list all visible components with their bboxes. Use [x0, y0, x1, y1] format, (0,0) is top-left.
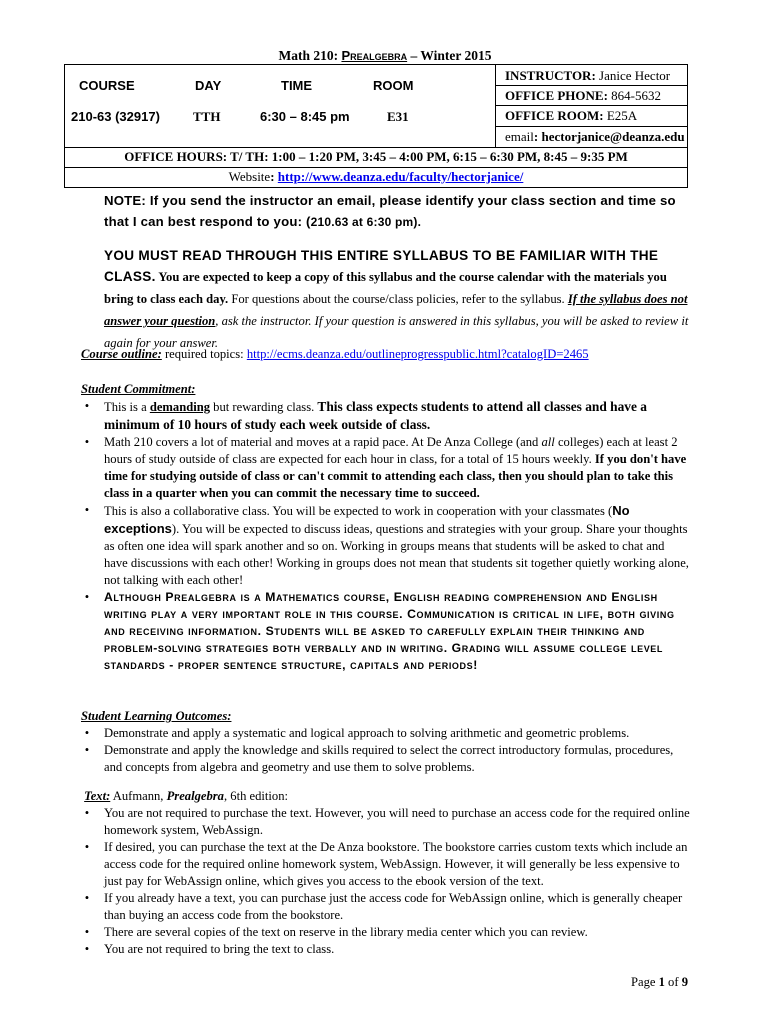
- bullet: •: [84, 840, 90, 854]
- outcome-1: Demonstrate and apply a systematic and logical approach to solving arithmetic and geometric problems.: [104, 726, 630, 740]
- list-item: [81, 805, 691, 839]
- must-read-heading: YOU MUST READ THROUGH THIS ENTIRE SYLLABUS TO BE FAMILIAR WITH THE CLASS.: [104, 248, 659, 284]
- website-line: [65, 169, 687, 185]
- text-author: Aufmann,: [110, 789, 167, 803]
- email-value[interactable]: : hectorjanice@deanza.edu: [533, 129, 685, 144]
- bullet: •: [84, 743, 90, 757]
- learning-outcomes-heading: Student Learning Outcomes:: [81, 709, 232, 723]
- bullet: •: [84, 726, 90, 740]
- day-value: TTH: [193, 109, 221, 124]
- list-item: [81, 924, 691, 941]
- email-label: email: [505, 129, 534, 144]
- room-value: E31: [387, 109, 409, 124]
- text-book: Prealgebra: [166, 789, 224, 803]
- title-prefix: Math 210:: [278, 48, 342, 63]
- bullet: •: [84, 590, 90, 604]
- page-of: of: [664, 975, 682, 989]
- bullet: •: [84, 806, 90, 820]
- course-outline-link[interactable]: http://ecms.deanza.edu/outlineprogresspublic.html?catalogID=2465: [246, 347, 589, 361]
- bullet: •: [84, 891, 90, 905]
- commitment-2-pre: Math 210 covers a lot of material and moves at a rapid pace. At De Anza College (and: [104, 435, 542, 449]
- text-item-2: If desired, you can purchase the text at the De Anza bookstore. The bookstore carries custom texts which include an access code for the required online homework system, WebAssign. However, it will generally be less expensive to just pay for WebAssign online, which gives you access to the ebook version of the text.: [104, 840, 688, 888]
- email-line: [505, 129, 685, 145]
- bullet: •: [84, 435, 90, 449]
- email-note: [104, 190, 692, 233]
- office-value: E25A: [603, 108, 638, 123]
- note-text: NOTE: If you send the instructor an email, please identify your class section and time so that I can best respond to you: (: [104, 193, 676, 229]
- page-number: [631, 975, 688, 990]
- text-heading: [81, 788, 691, 805]
- bullet: •: [84, 503, 90, 517]
- course-outline: [81, 346, 691, 363]
- course-value: 210-63 (32917): [71, 109, 160, 124]
- commitment-1-mid: but rewarding class.: [210, 400, 318, 414]
- commitment-3-pre: This is also a collaborative class. You will be expected to work in cooperation with your classmates (: [104, 504, 613, 518]
- page-current: 1: [658, 975, 665, 989]
- office-hours: OFFICE HOURS: T/ TH: 1:00 – 1:20 PM, 3:45 – 4:00 PM, 6:15 – 6:30 PM, 8:45 – 9:35 PM: [124, 149, 628, 164]
- list-item: [81, 434, 691, 502]
- must-read-italic-bold: If the syllabus does not answer your question: [104, 292, 688, 328]
- list-item: [81, 589, 691, 674]
- title-course-name: Prealgebra: [341, 48, 408, 63]
- phone-line: [505, 88, 661, 104]
- list-item: [81, 941, 691, 958]
- list-item: [81, 742, 691, 776]
- instructor-line: [505, 68, 670, 84]
- note-example: 210.63 at 6:30 pm: [310, 215, 414, 229]
- commitment-2-italic: all: [541, 435, 555, 449]
- text-item-5: You are not required to bring the text to class.: [104, 942, 335, 956]
- commitment-1-emph: demanding: [149, 400, 211, 414]
- page-label: Page: [630, 975, 659, 989]
- commitment-3-bold: No exceptions: [104, 503, 630, 536]
- list-item: [81, 725, 691, 742]
- time-value: 6:30 – 8:45 pm: [260, 109, 350, 124]
- list-item: [81, 839, 691, 890]
- commitment-2-bold: If you don't have time for studying outside of class or can't commit to attending each class, then you should plan to take this class in a quarter when you can commit the necessary time to succeed.: [104, 452, 687, 500]
- text-item-1: You are not required to purchase the text. However, you will need to purchase an access code for the required online homework system, WebAssign.: [104, 806, 690, 837]
- bullet: •: [84, 925, 90, 939]
- instructor-label: INSTRUCTOR:: [505, 68, 596, 83]
- phone-label: OFFICE PHONE:: [505, 88, 608, 103]
- office-line: [505, 108, 637, 124]
- must-read-italic: , ask the instructor. If your question is answered in this syllabus, you will be asked to review it again for your answer.: [104, 314, 689, 350]
- header-day: DAY: [195, 78, 222, 93]
- list-item: [81, 502, 691, 589]
- note-end: ).: [413, 215, 422, 229]
- text-item-4: There are several copies of the text on reserve in the library media center which you can review.: [104, 925, 588, 939]
- course-outline-text: required topics:: [161, 347, 247, 361]
- website-label: Website: [228, 169, 271, 184]
- commitment-3-rest: ). You will be expected to discuss ideas, questions and strategies with your group. Share your thoughts as often one idea will spark another and so on. Working in groups means that students will be asked to chat and have discussions with each other! Working in groups does not mean that students sit together quietly working alone, not talking with each other!: [104, 522, 689, 587]
- document-title: [0, 48, 770, 64]
- office-label: OFFICE ROOM:: [505, 108, 604, 123]
- list-item: [81, 398, 691, 434]
- text-label: Text:: [84, 789, 111, 803]
- header-time: TIME: [281, 78, 313, 93]
- header-course: COURSE: [79, 78, 135, 93]
- must-read-paragraph: [104, 245, 692, 354]
- must-read-plain: For questions about the course/class policies, refer to the syllabus.: [228, 292, 568, 306]
- text-section: [81, 788, 691, 958]
- course-outline-label: Course outline:: [81, 347, 162, 361]
- student-commitment: [81, 381, 691, 674]
- website-link[interactable]: http://www.deanza.edu/faculty/hectorjanice/: [277, 169, 524, 184]
- must-read-bold: You are expected to keep a copy of this syllabus and the course calendar with the materials you bring to class each day.: [104, 270, 667, 306]
- text-edition: , 6th edition:: [223, 789, 288, 803]
- commitment-1-pre: This is a: [104, 400, 150, 414]
- student-commitment-heading: Student Commitment:: [81, 382, 196, 396]
- header-room: ROOM: [373, 78, 414, 93]
- outcome-2: Demonstrate and apply the knowledge and skills required to select the correct introductory formulas, procedures, and concepts from algebra and geometry and use them to solve problems.: [104, 743, 674, 774]
- title-suffix: – Winter 2015: [407, 48, 492, 63]
- course-info-table: [64, 64, 688, 188]
- phone-value: 864-5632: [607, 88, 662, 103]
- commitment-2-mid: colleges) each at least 2 hours of study outside of class are expected for each hour in class, for a total of 15 hours weekly.: [104, 435, 678, 466]
- must-read-section: [104, 245, 692, 354]
- website-colon: :: [270, 169, 278, 184]
- learning-outcomes: [81, 708, 691, 776]
- bullet: •: [84, 942, 90, 956]
- commitment-4-text: Although Prealgebra is a Mathematics course, English reading comprehension and English writing play a very important role in this course. Communication is critical in life, both giving and receiving information. Students will be asked to carefully explain their thinking and problem-solving strategies both verbally and in writing. Grading will assume college level standards - proper sentence structure, capitals and periods!: [104, 590, 675, 672]
- page-total: 9: [681, 975, 688, 989]
- commitment-1-bold: This class expects students to attend all classes and have a minimum of 10 hours of study each week outside of class.: [104, 399, 647, 432]
- instructor-value: Janice Hector: [595, 68, 671, 83]
- bullet: •: [84, 399, 90, 413]
- list-item: [81, 890, 691, 924]
- text-item-3: If you already have a text, you can purchase just the access code for WebAssign online, which is generally cheaper than buying an access code from the bookstore.: [104, 891, 683, 922]
